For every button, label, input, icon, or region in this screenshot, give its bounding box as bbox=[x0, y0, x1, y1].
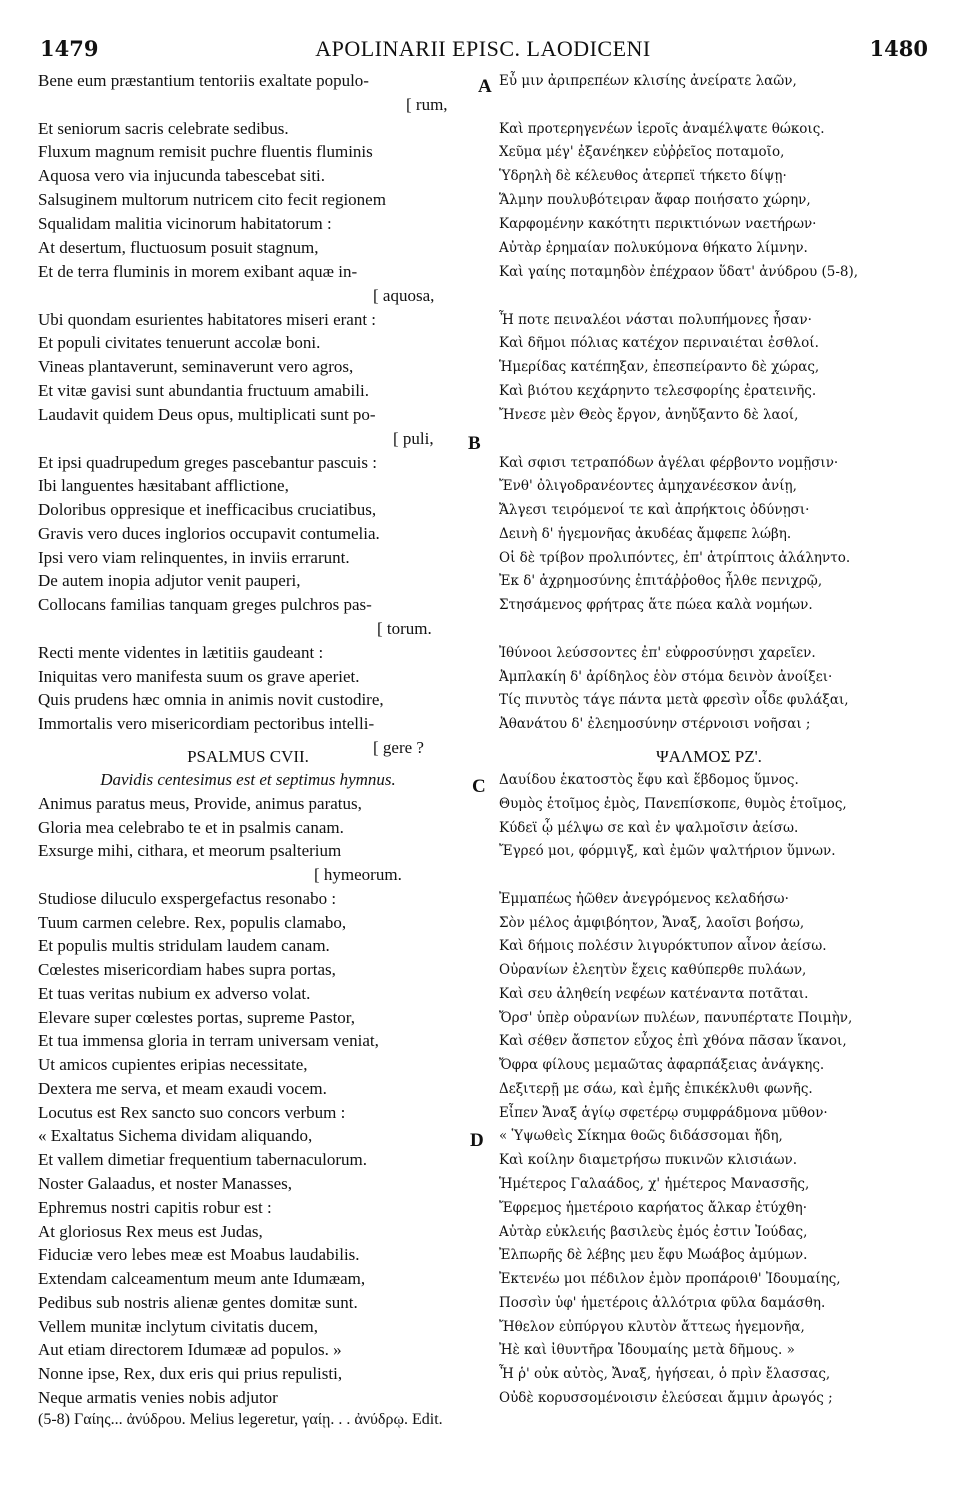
greek-verse-line: Ἡμέτερος Γαλαάδος, χ' ἡμέτερος Μανασσῆς, bbox=[499, 1176, 810, 1192]
latin-verse-line: Ibi languentes hæsitabant afflictione, bbox=[38, 476, 289, 495]
latin-verse-line: Tuum carmen celebre. Rex, populis clamabo, bbox=[38, 913, 347, 932]
greek-verse-line: ΨΑΛΜΟΣ ΡΖ'. bbox=[656, 747, 762, 766]
greek-verse-line: Ἀμπλακίη δ' ἀρίδηλος ἑὸν στόμα δεινὸν ἀνοίξει· bbox=[499, 669, 833, 685]
greek-verse-line: Θυμὸς ἑτοῖμος ἐμὸς, Πανεπίσκοπε, θυμὸς ἑτοῖμος, bbox=[499, 796, 847, 812]
greek-verse-line: Εἶπεν Ἄναξ ἁγίῳ σφετέρῳ συμφράδμονα μῦθον· bbox=[499, 1105, 828, 1121]
greek-verse-line: Ἦ ποτε πειναλέοι νάσται πολυπήμονες ἦσαν· bbox=[499, 312, 812, 328]
latin-verse-line: [ hymeorum. bbox=[314, 865, 402, 884]
greek-verse-line: Ἐκτενέω μοι πέδιλον ἐμὸν προπάροιθ' Ἰδουμαίης, bbox=[499, 1271, 841, 1287]
latin-verse-line: Vellem munitæ inclytum civitatis ducem, bbox=[38, 1317, 318, 1336]
greek-verse-line: Ὑδρηλὴ δὲ κέλευθος ἀτερπεϊ τήκετο δίψῃ· bbox=[499, 168, 787, 184]
greek-verse-line: Καρφομένην κακότητι περικτιόνων ναετήρων· bbox=[499, 216, 817, 232]
latin-verse-line: [ gere ? bbox=[373, 738, 424, 757]
greek-verse-line: Ἦ ῥ' οὐκ αὐτὸς, Ἄναξ, ἡγήσεαι, ὁ πρὶν ἔλασσας, bbox=[499, 1366, 831, 1382]
latin-verse-line: Et tua immensa gloria in terram universam veniat, bbox=[38, 1031, 379, 1050]
greek-verse-line: Ὄρσ' ὑπὲρ οὐρανίων πυλέων, πανυπέρτατε Ποιμὴν, bbox=[499, 1010, 853, 1026]
latin-verse-line: Pedibus sub nostris alienæ gentes domitæ sunt. bbox=[38, 1293, 358, 1312]
greek-verse-line: Καὶ δήμοις πολέσιν λιγυρόκτυπον αἶνον ἀείσω. bbox=[499, 938, 827, 954]
greek-verse-line: Δεινὴ δ' ἡγεμονῆας ἀκυδέας ἄμφεπε λώβη. bbox=[499, 526, 792, 542]
greek-verse-line: « Ὑψωθεὶς Σίκημα θοῶς διδάσσομαι ἤδη, bbox=[499, 1128, 783, 1144]
latin-verse-line: Doloribus oppresique et inefficacibus cruciatibus, bbox=[38, 500, 377, 519]
latin-verse-line: Immortalis vero misericordiam pectoribus intelli- bbox=[38, 714, 375, 733]
latin-verse-line: Ipsi vero viam relinquentes, in inviis errarunt. bbox=[38, 548, 350, 567]
latin-verse-line: Gravis vero duces inglorios occupavit contumelia. bbox=[38, 524, 380, 543]
latin-verse-line: Salsuginem multorum nutricem cito fecit regionem bbox=[38, 190, 386, 209]
greek-verse-line: Εὖ μιν ἀριπρεπέων κλισίης ἀνείρατε λαῶν, bbox=[499, 73, 797, 89]
latin-verse-line: [ puli, bbox=[393, 429, 434, 448]
left-page-number: 1479 bbox=[40, 36, 99, 61]
greek-verse-line: Καὶ δῆμοι πόλιας κατέχον περιναιέται ἐσθλοί. bbox=[499, 335, 819, 351]
latin-verse-line: Davidis centesimus est et septimus hymnus. bbox=[100, 770, 396, 789]
latin-verse-line: Locutus est Rex sancto suo concors verbum : bbox=[38, 1103, 346, 1122]
latin-verse-line: Et vallem dimetiar frequentium tabernaculorum. bbox=[38, 1150, 368, 1169]
section-marker-c: C bbox=[472, 776, 486, 797]
greek-verse-line: Οἱ δὲ τρίβον προλιπόντες, ἐπ' ἀτρίπτοις ἀλάληντο. bbox=[499, 550, 851, 566]
latin-verse-line: Ut amicos cupientes eripias necessitate, bbox=[38, 1055, 308, 1074]
greek-verse-line: Καὶ σευ ἀληθείη νεφέων κατέναντα ποτᾶται. bbox=[499, 986, 809, 1002]
footnote: (5-8) Γαίης... ἀνύδρου. Melius legeretur, γαίῃ. . . ἀνύδρῳ. Edit. bbox=[38, 1411, 443, 1428]
section-marker-d: D bbox=[470, 1130, 484, 1151]
latin-verse-line: At desertum, fluctuosum posuit stagnum, bbox=[38, 238, 319, 257]
latin-verse-line: Aut etiam directorem Idumææ ad populos. » bbox=[38, 1340, 342, 1359]
latin-verse-line: Gloria mea celebrabo te et in psalmis canam. bbox=[38, 818, 344, 837]
latin-verse-line: Neque armatis venies nobis adjutor bbox=[38, 1388, 278, 1407]
latin-verse-line: Et seniorum sacris celebrate sedibus. bbox=[38, 119, 289, 138]
greek-verse-line: Οὐρανίων ἐλεητὺν ἔχεις καθύπερθε πυλάων, bbox=[499, 962, 807, 978]
latin-verse-line: Et populis multis stridulam laudem canam. bbox=[38, 936, 330, 955]
greek-verse-line: Αὐτὰρ ἐρημαίαν πολυκύμονα θήκατο λίμνην. bbox=[499, 240, 808, 256]
latin-verse-line: Animus paratus meus, Provide, animus paratus, bbox=[38, 794, 362, 813]
greek-verse-line: Ἐκ δ' ἀχρημοσύνης ἐπιτάῤῥοθος ἦλθε πενιχρῷ, bbox=[499, 573, 823, 589]
greek-verse-line: Ὄφρα φίλους μεμαῶτας ἀφαρπάξειας ἀνάγκης. bbox=[499, 1057, 825, 1073]
greek-verse-line: Καὶ προτερηγενέων ἱεροῖς ἀναμέλψατε θώκοις. bbox=[499, 121, 825, 137]
latin-verse-line: Cœlestes misericordiam habes supra portas, bbox=[38, 960, 336, 979]
greek-verse-line: Ἰθύνοοι λεύσσοντες ἐπ' εὐφροσύνῃσι χαρεῖεν. bbox=[499, 645, 816, 661]
latin-verse-line: Et populi civitates tenuerunt accolæ boni. bbox=[38, 333, 321, 352]
latin-verse-line: Noster Galaadus, et noster Manasses, bbox=[38, 1174, 292, 1193]
latin-verse-line: [ torum. bbox=[377, 619, 432, 638]
greek-verse-line: Ἔνθ' ὀλιγοδρανέοντες ἀμηχανέεσκον ἀνίῃ, bbox=[499, 478, 797, 494]
greek-verse-line: Καὶ σέθεν ἄσπετον εὖχος ἐπὶ χθόνα πᾶσαν ἵκανοι, bbox=[499, 1033, 847, 1049]
latin-verse-line: Fiduciæ vero lebes meæ est Moabus laudabilis. bbox=[38, 1245, 360, 1264]
section-marker-b: B bbox=[468, 433, 481, 454]
greek-verse-line: Ἠὲ καὶ ἰθυντῆρα Ἰδουμαίης μετὰ δῆμους. » bbox=[499, 1342, 795, 1358]
greek-verse-line: Χεῦμα μέγ' ἐξανέηκεν εὐῤῥεῖος ποταμοῖο, bbox=[499, 144, 785, 160]
greek-verse-line: Κύδεϊ ᾧ μέλψω σε καὶ ἐν ψαλμοῖσιν ἀείσω. bbox=[499, 820, 799, 836]
section-marker-a: A bbox=[478, 76, 492, 97]
greek-verse-line: Αὐτὰρ εὐκλειής βασιλεὺς ἐμός ἐστιν Ἰούδας, bbox=[499, 1224, 808, 1240]
latin-verse-line: Aquosa vero via injucunda tabescebat siti. bbox=[38, 166, 326, 185]
latin-verse-line: Et ipsi quadrupedum greges pascebantur pascuis : bbox=[38, 453, 377, 472]
latin-verse-line: Laudavit quidem Deus opus, multiplicati sunt po- bbox=[38, 405, 376, 424]
latin-verse-line: Et tuas veritas nubium ex adverso volat. bbox=[38, 984, 311, 1003]
greek-verse-line: Ἔφρεμος ἡμετέροιο καρήατος ἄλκαρ ἐτύχθη· bbox=[499, 1200, 808, 1216]
latin-verse-line: Fluxum magnum remisit puchre fluentis fluminis bbox=[38, 142, 373, 161]
greek-verse-line: Ποσσὶν ὑφ' ἡμετέροις ἀλλότρια φῦλα δαμάσθη. bbox=[499, 1295, 826, 1311]
latin-verse-line: Ubi quondam esurientes habitatores miseri erant : bbox=[38, 310, 377, 329]
latin-verse-line: De autem inopia adjutor venit pauperi, bbox=[38, 571, 301, 590]
right-page-number: 1480 bbox=[869, 36, 928, 61]
latin-verse-line: Recti mente videntes in lætitiis gaudeant : bbox=[38, 643, 324, 662]
latin-verse-line: At gloriosus Rex meus est Judas, bbox=[38, 1222, 263, 1241]
greek-verse-line: Οὐδὲ κορυσσομένοισιν ἐλεύσεαι ἄμμιν ἀρωγός ; bbox=[499, 1390, 833, 1406]
latin-verse-line: Bene eum præstantium tentoriis exaltate populo- bbox=[38, 71, 369, 90]
greek-verse-line: Ἅλμην πουλυβότειραν ἄφαρ ποιήσατο χώρην, bbox=[499, 192, 811, 208]
greek-verse-line: Δεξιτερῇ με σάω, καὶ ἐμῆς ἐπικέκλυθι φωνῆς. bbox=[499, 1081, 813, 1097]
latin-verse-line: Ephremus nostri capitis robur est : bbox=[38, 1198, 272, 1217]
latin-verse-line: Nonne ipse, Rex, dux eris qui prius repulisti, bbox=[38, 1364, 343, 1383]
latin-verse-line: Dextera me serva, et meam exaudi vocem. bbox=[38, 1079, 327, 1098]
greek-verse-line: Ἐμμαπέως ἠῶθεν ἀνεγρόμενος κελαδήσω· bbox=[499, 891, 789, 907]
latin-verse-line: Et vitæ gavisi sunt abundantia fructuum amabili. bbox=[38, 381, 369, 400]
greek-verse-line: Ἔγρεό μοι, φόρμιγξ, καὶ ἐμῶν ψαλτήριον ὕμνων. bbox=[499, 843, 836, 859]
greek-verse-line: Σὸν μέλος ἀμφιβόητον, Ἄναξ, λαοῖσι βοήσω, bbox=[499, 915, 805, 931]
latin-verse-line: Et de terra fluminis in morem exibant aquæ in- bbox=[38, 262, 358, 281]
greek-verse-line: Ἄλγεσι τειρόμενοί τε καὶ ἀπρήκτοις ὀδύνῃσι· bbox=[499, 502, 810, 518]
latin-verse-line: Studiose diluculo exspergefactus resonabo : bbox=[38, 889, 337, 908]
greek-verse-line: Στησάμενος φρήτρας ἅτε πώεα καλὰ νομήων. bbox=[499, 597, 813, 613]
greek-verse-line: Τίς πινυτὸς τάγε πάντα μετὰ φρεσὶν οἶδε φυλάξαι, bbox=[499, 692, 849, 708]
latin-verse-line: Extendam calceamentum meum ante Idumæam, bbox=[38, 1269, 366, 1288]
latin-verse-line: « Exaltatus Sichema dividam aliquando, bbox=[38, 1126, 313, 1145]
latin-verse-line: Squalidam malitia vicinorum habitatorum : bbox=[38, 214, 332, 233]
latin-verse-line: Collocans familias tanquam greges pulchros pas- bbox=[38, 595, 372, 614]
greek-verse-line: Ἀθανάτου δ' ἐλεημοσύνην στέρνοισι νοῆσαι ; bbox=[499, 716, 811, 732]
latin-verse-line: [ aquosa, bbox=[373, 286, 435, 305]
greek-verse-line: Καὶ σφισι τετραπόδων ἀγέλαι φέρβοντο νομῇσιν· bbox=[499, 455, 839, 471]
greek-verse-line: Ἡμερίδας κατέπηξαν, ἐπεσπείραντο δὲ χώρας, bbox=[499, 359, 820, 375]
latin-verse-line: Vineas plantaverunt, seminaverunt vero agros, bbox=[38, 357, 354, 376]
greek-verse-line: Ἐλπωρῆς δὲ λέβης μευ ἔφυ Μωάβος ἀμύμων. bbox=[499, 1247, 808, 1263]
latin-verse-line: Exsurge mihi, cithara, et meorum psalterium bbox=[38, 841, 342, 860]
greek-verse-line: Καὶ κοίλην διαμετρήσω πυκινῶν κλισιάων. bbox=[499, 1152, 798, 1168]
latin-verse-line: PSALMUS CVII. bbox=[187, 747, 309, 766]
greek-verse-line: Ἤνεσε μὲν Θεὸς ἔργον, ἀνηὔξαντο δὲ λαοί, bbox=[499, 407, 799, 423]
greek-verse-line: Ἤθελον εὐπύργου κλυτὸν ἄττεως ἡγεμονῆα, bbox=[499, 1319, 805, 1335]
latin-verse-line: Iniquitas vero manifesta suum os grave aperiet. bbox=[38, 667, 360, 686]
greek-verse-line: Δαυίδου ἑκατοστὸς ἔφυ καὶ ἕβδομος ὕμνος. bbox=[499, 772, 799, 788]
latin-verse-line: Elevare super cœlestes portas, supreme Pastor, bbox=[38, 1008, 356, 1027]
latin-verse-line: Quis prudens hæc omnia in animis novit custodire, bbox=[38, 690, 384, 709]
greek-verse-line: Καὶ γαίης ποταμηδὸν ἐπέχραον ὕδατ' ἀνύδρου (5-8), bbox=[499, 264, 859, 280]
latin-verse-line: [ rum, bbox=[406, 95, 448, 114]
greek-verse-line: Καὶ βιότου κεχάρηντο τελεσφορίης ἐρατεινῆς. bbox=[499, 383, 817, 399]
running-title: APOLINARII EPISC. LAODICENI bbox=[315, 36, 651, 61]
